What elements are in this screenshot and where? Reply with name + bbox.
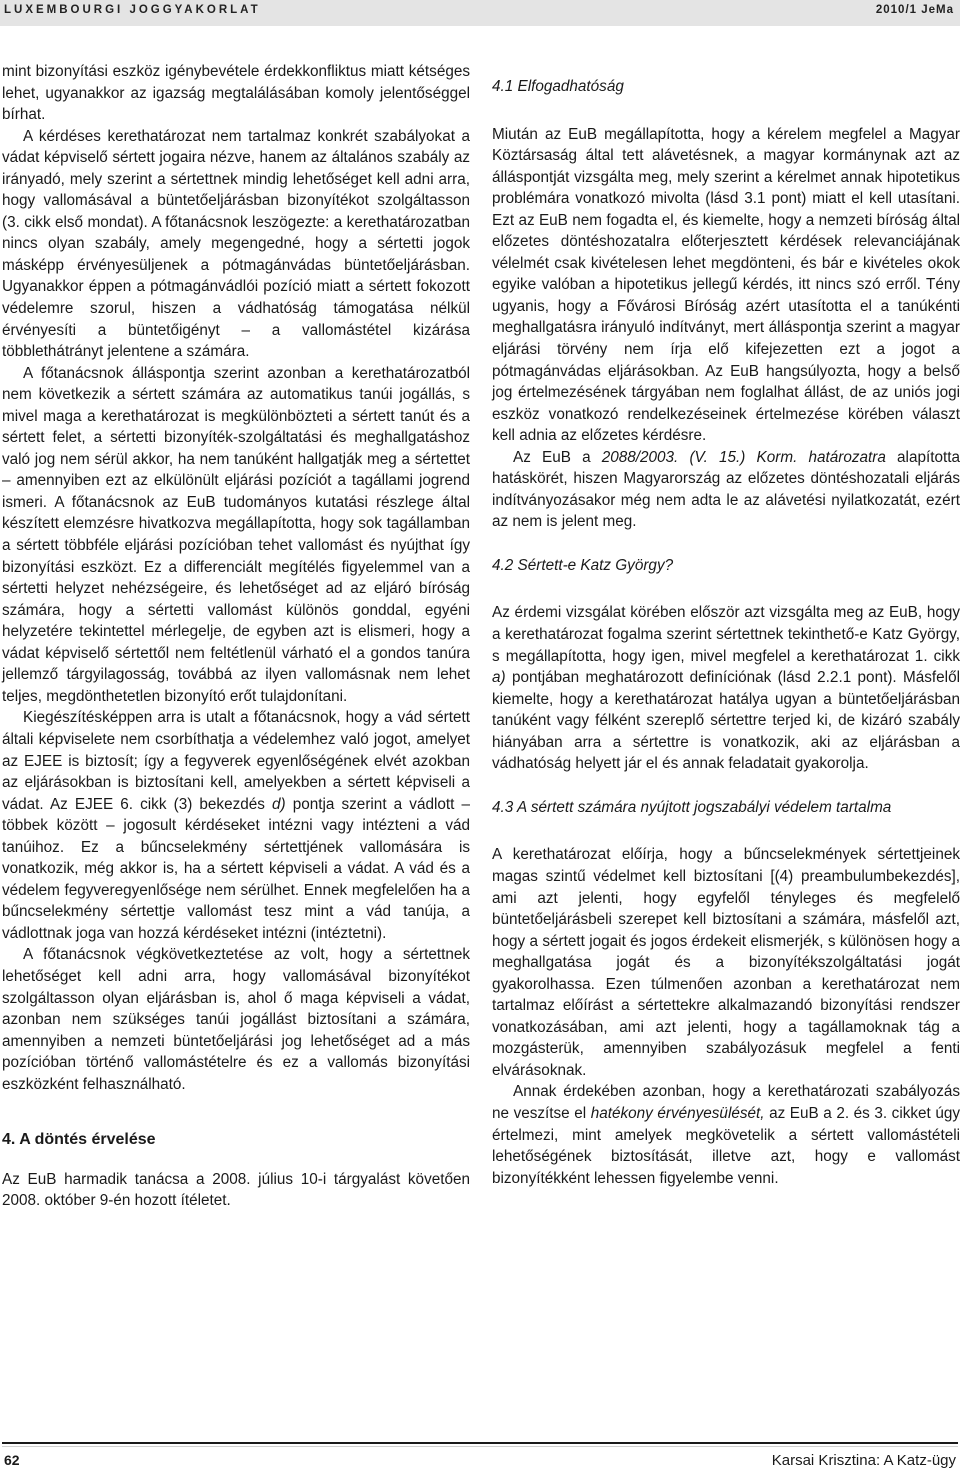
- footer-divider: [2, 1442, 958, 1444]
- paragraph: [492, 1081, 960, 1189]
- running-header: [0, 0, 960, 26]
- footer-divider: [2, 1446, 958, 1447]
- paragraph: A kerethatározat előírja, hogy a bűncselekmények sértettjeinek magas szintű védelmet kell biztosítani [(4) preambulumbekezdés], ami azt jelenti, hogy egyfelől tényleges és megfelelő büntetőeljárásbeli szerepet kell biztosítani a számára, másfelől azt, hogy a sértett jogait és jogos érdekeit elismerjék, s különösen hogy a meghallgatása jogát és a bizonyítékszolgáltatási jogát gyakorolhassa. Ezen túlmenően azonban a kerethatározat nem tartalmaz előírást a sértettekre alkalmazandó bizonyítási rendszer vonatkozásában, ami azt jelenti, hogy a tagállamoknak tág a mozgásterük, amennyiben szabályozásuk megfelel a fenti elvárásoknak.: [492, 846, 960, 1079]
- paragraph: [492, 602, 960, 774]
- issue-label: 2010/1 JeMa: [875, 4, 954, 16]
- text-run: pontja szerint a vádlott – többek között – jogosult kérdéseket intézni vagy intézteni a vád tanúihoz. Ez a bűncselekmény sértettjének vallomására is vonatkozik, még akkor is, ha a sértett képviseli a vádat. A vád és a védelem fegyveregyenlősége nem sérülhet. Ennek megfelelően ha a bűncselekmény sértettje vallomást tesz mint a vád tanúja, a vádlottnak joga van hozzá kérdéseket intézni (intéztetni).: [2, 795, 470, 942]
- italic-run: a): [492, 669, 506, 687]
- running-footer: Karsai Krisztina: A Katz-ügy: [771, 1452, 956, 1469]
- subsection-heading: 4.1 Elfogadhatóság: [492, 78, 624, 95]
- text-run: az EuB a 2. és 3. cikket úgy értelmezi, mint amelyek megkövetelik a sértett vallomástételi lehetőségének biztosítását, illetve azt, hogy e vallomást bizonyítékként lehessen figyelembe venni.: [492, 1104, 960, 1187]
- left-column: [2, 61, 470, 1212]
- text-run: Annak érdekében azonban, hogy a kerethatározati szabályozás ne veszítse el: [492, 1083, 960, 1122]
- paragraph: Miután az EuB megállapította, hogy a kérelem megfelel a Magyar Köztársaság által tett alávetésnek, a magyar kormánynak azt az álláspontját vizsgálta meg, mely szerint a kérelmet annak hipotetikus problémára vonatkozó mivolta (lásd 3.1 pont) miatt el kell utasítani. Ezt az EuB nem fogadta el, és kiemelte, hogy a nemzeti bíróság által előzetes döntéshozatalra előterjesztett kérdések relevanciájának vélelmét csak kivételesen lehet megdönteni, és bár e kivételes okok egyike valóban a hipotetikus jellegű kérdés, itt nincs szó erről. Tény ugyanis, hogy a Fővárosi Bíróság azért utasította el a tanúkénti meghallgatásra irányuló indítványt, mert álláspontja szerint a magyar eljárási törvény nem írja elő kifejezetten ezt a jogot a pótmagánvádas eljárásokban. Az EuB hangsúlyozta, hogy a belső jog értelmezésének tárgyában nem foglalhat állást, de az uniós jogi eszköz vonatkozó rendelkezéseinek értelmezése körében választ kell adnia az előzetes kérdésre.: [492, 125, 960, 445]
- subsection-heading: 4.2 Sértett-e Katz György?: [492, 556, 674, 574]
- italic-run: hatékony érvényesülését,: [590, 1104, 765, 1122]
- paragraph: A főtanácsnok álláspontja szerint azonban a kerethatározatból nem következik a sértett számára az automatikus tanúi jogállás, s mivel maga a kerethatározat is megkülönbözteti a sértett tanút és a sértett felet, a sértetti bizonyíték-szolgáltatási és meghallgatáshoz való jog nem sérül akkor, ha nem tanúként hallgatják meg a sértettet – amennyiben ezt az elkülönült eljárási pozíciót a tagállami jogrend ismeri. A főtanácsnok az EuB tudományos kutatási részlege által készített elemzésre hivatkozva megállapította, hogy sok tagállamban a sértett többféle eljárási pozícióban tehet vallomást és nyújthat így bizonyítási eszközt. Ez a differenciált megítélés figyelemmel van a sértetti helyzet nehézségeire, és lehetőséget ad az eljáró bíróság számára, hogy a sértetti vallomást különös gonddal, egyéni helyzetére tekintettel mérlegelje, de egyben azt is elismeri, hogy a vádat képviselő sértettől nem feltétlenül várható el a gondos tanúra jellemző tárgyilagosság, továbbá az ilyen vallomásnak nem lehet teljes, megdönthetetlen bizonyító erőt tulajdonítani.: [2, 364, 470, 705]
- paragraph: mint bizonyítási eszköz igénybevétele érdekkonfliktus miatt kétséges lehet, ugyanakkor az igazság megtalálásában komoly jelentőséggel bírhat.: [2, 63, 470, 124]
- page-number: 62: [4, 1452, 20, 1468]
- text-run: Az EuB a: [513, 448, 602, 466]
- text-run: Az érdemi vizsgálat körében először azt vizsgálta meg az EuB, hogy a kerethatározat fogalma szerint sértettnek tekinthető-e Katz György, s megállapította, hogy igen, mivel megfelel a kerethatározat 1. cikk: [492, 604, 960, 665]
- section-heading: 4. A döntés érvelése: [2, 1131, 156, 1149]
- right-column: [492, 76, 960, 1189]
- paragraph: [492, 447, 960, 533]
- italic-run: d): [272, 795, 286, 813]
- paragraph: A főtanácsnok végkövetkeztetése az volt, hogy a sértettnek lehetőséget kell adni arra, hogy vallomásával bizonyítékot szolgáltasson olyan eljárásban is, ahol ő maga képviseli a vádat, azonban nem szükséges tanúi jogállást biztosítani a számára, amennyiben a nemzeti büntetőeljárási jog lehetőséget ad a más pozícióban történő vallomástételre és ez a vallomás bizonyítási eszközként felhasználható.: [2, 946, 470, 1093]
- text-run: pontjában meghatározott definíciónak (lásd 2.2.1 pont). Másfelől kiemelte, hogy a kerethatározat hatálya ugyan a büntetőeljárásban tanúként vagy félként szereplő sértettre terjed ki, de kizáró szabály hiányában arra a sértettre is vonatkozik, aki az eljárásban a vádhatóság helyett jár el és annak feladatait gyakorolja.: [492, 669, 960, 773]
- paragraph: A kérdéses kerethatározat nem tartalmaz konkrét szabályokat a vádat képviselő sértett jogaira nézve, hanem az általános szabály az irányadó, mely szerint a sértettnek mindig lehetőséget kell adni arra, hogy vallomásával a büntetőeljárásban bizonyítékot szolgáltasson (3. cikk első mondat). A főtanácsnok leszögezte: a kerethatározatban nincs olyan szabály, amely megengedné, hogy a sértetti jogok másképp érvényesüljenek a pótmagánvádas büntetőeljárásban. Ugyanakkor éppen a pótmagánvádlói pozíció miatt a sértett fokozott védelemre szorul, hiszen a vádhatóság támogatása nélkül érvényesíti a büntetőigényt – a vallomástétel kizárása többlethátrányt jelentene a számára.: [2, 127, 470, 361]
- paragraph: [2, 707, 470, 944]
- text-run: Kiegészítésképpen arra is utalt a főtanácsnok, hogy a vád sértett általi képviselete nem csorbíthatja a védelemhez való jogot, amelyet az EJEE is biztosít; így a fegyverek egyenlőségének elvét azokban az eljárásokban is biztosítani kell, amelyekben a sértett képviseli a vádat. Az EJEE 6. cikk (3) bekezdés: [2, 709, 470, 813]
- paragraph: Az EuB harmadik tanácsa a 2008. július 10-i tárgyalást követően 2008. október 9-én hozott ítéletet.: [2, 1170, 470, 1210]
- journal-title: LUXEMBOURGI JOGGYAKORLAT: [4, 4, 261, 16]
- text-run: alapította hatáskörét, hiszen Magyarország az előzetes döntéshozatali eljárás indítványozásakor még nem adta le az alávetési nyilatkozatát, ezért az nem is jelent meg.: [492, 448, 960, 531]
- subsection-heading: 4.3 A sértett számára nyújtott jogszabályi védelem tartalma: [492, 798, 892, 816]
- italic-run: 2088/2003. (V. 15.) Korm. határozatra: [601, 448, 886, 466]
